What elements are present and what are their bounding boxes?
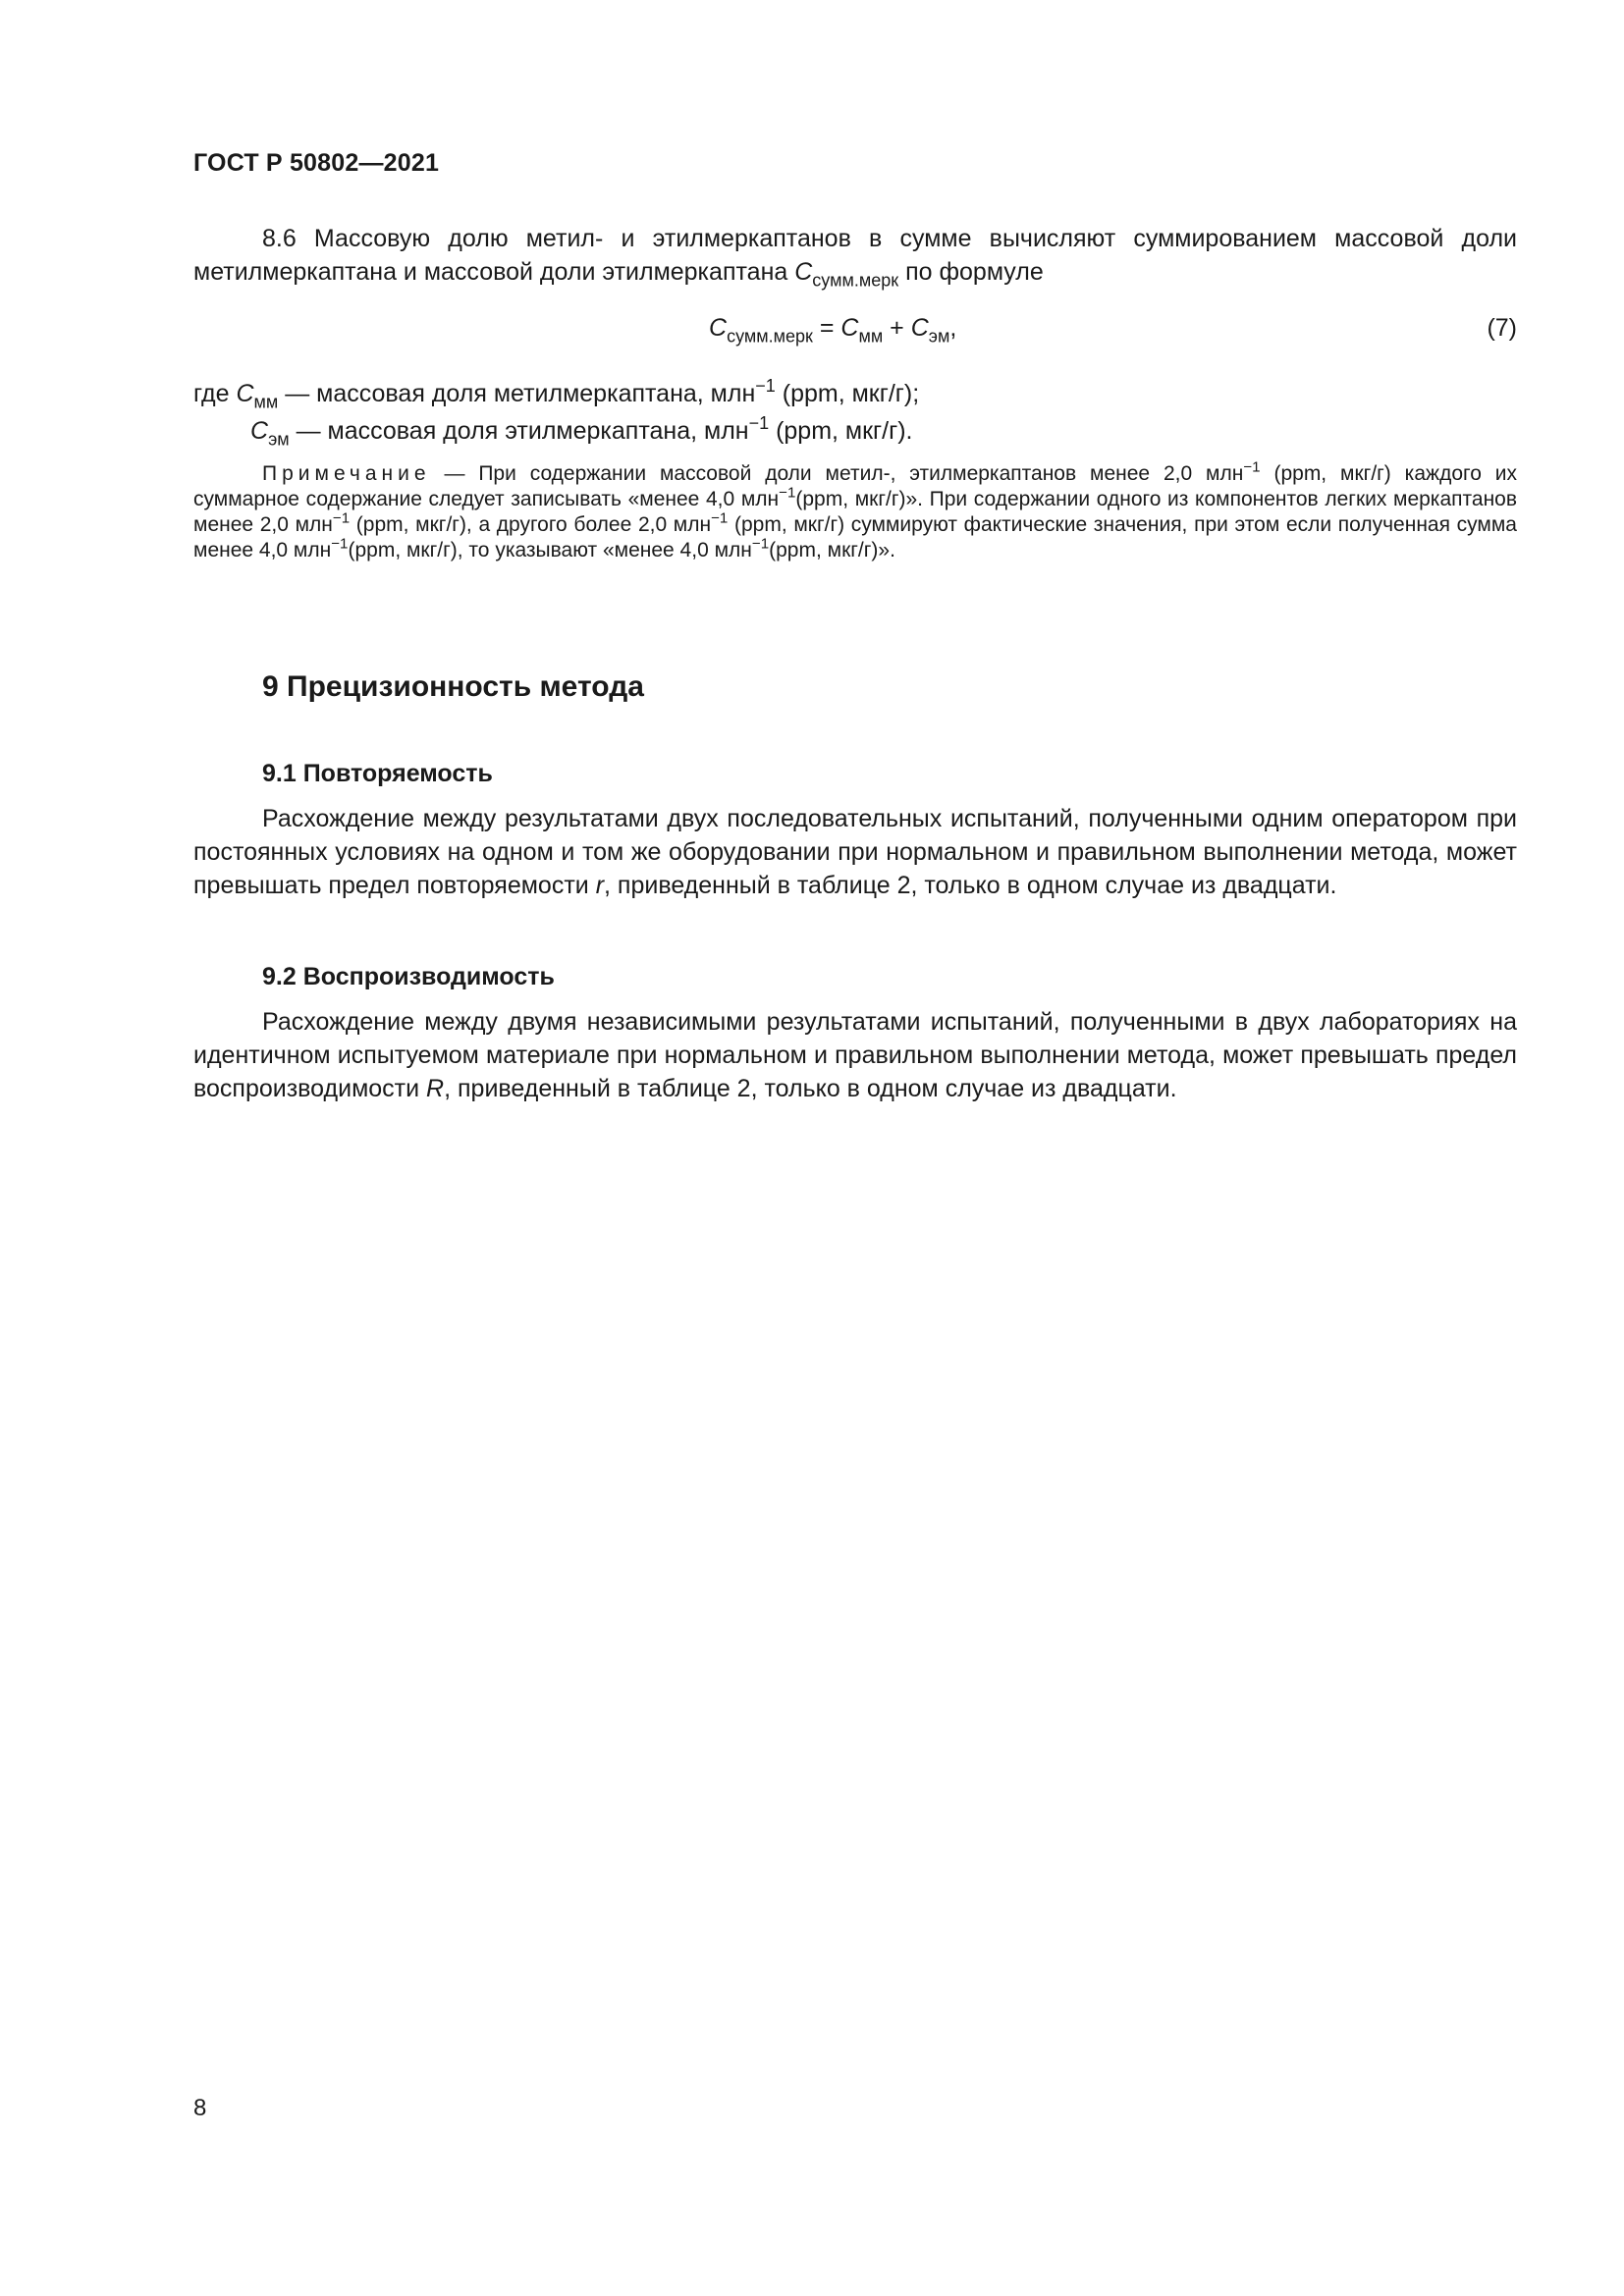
var-c: C [794, 258, 813, 286]
paragraph-9-2: Расхождение между двумя независимыми результатами испытаний, полученными в двух лабораториях на идентичном испытуемом материале при нормальном и правильном выполнении метода, может превышать предел воспроизводимости R, приведенный в таблице 2, только в одном случае из двадцати. [193, 1008, 1517, 1102]
section-9-1-title: 9.1 Повторяемость [262, 760, 493, 787]
formula-expression: $C_{сумм.мерк} = C_{мм} + C_{эм}$, [709, 314, 957, 347]
section-9-2-title: 9.2 Воспроизводимость [262, 963, 555, 990]
paragraph-9-1: Расхождение между результатами двух последовательных испытаний, полученными одним оператором при постоянных условиях на одном и том же оборудовании при нормальном и правильном выполнении метода, может превышать предел повторяемости r, приведенный в таблице 2, только в одном случае из двадцати. [193, 805, 1517, 899]
where-line-2: $C_{эм}$ — массовая доля этилмеркаптана, млн$^{-1}$ (ppm, мкг/г). [250, 413, 913, 450]
formula-7 [193, 314, 1517, 353]
note-label: Примечание [262, 462, 431, 485]
section-9-title: 9 Прецизионность метода [262, 670, 644, 703]
note-paragraph: Примечание — При содержании массовой доли метил-, этилмеркаптанов менее 2,0 млн$^{-1}$ (ppm, мкг/г) каждого их суммарное содержание следует записывать «менее 4,0 млн$^{-1}$(ppm, мкг/г)». При содержании одного из компонентов легких меркаптанов менее 2,0 млн$^{-1}$ (ppm, мкг/г), а другого более 2,0 млн$^{-1}$ (ppm, мкг/г) суммируют фактические значения, при этом если полученная сумма менее 4,0 млн$^{-1}$(ppm, мкг/г), то указывают «менее 4,0 млн$^{-1}$(ppm, мкг/г)». [193, 458, 1517, 561]
paragraph-8-6: 8.6 Массовую долю метил- и этилмеркаптанов в сумме вычисляют суммированием массовой доли метилмеркаптана и массовой доли этилмеркаптана $C_{сумм.мерк}$ по формуле [193, 225, 1517, 291]
where-line-1: где $C_{мм}$ — массовая доля метилмеркаптана, млн$^{-1}$ (ppm, мкг/г); [193, 376, 920, 412]
document-header: ГОСТ Р 50802—2021 [193, 149, 440, 177]
document-page [193, 0, 1517, 2296]
page-number: 8 [193, 2095, 207, 2121]
equation-number: (7) [1487, 314, 1517, 342]
